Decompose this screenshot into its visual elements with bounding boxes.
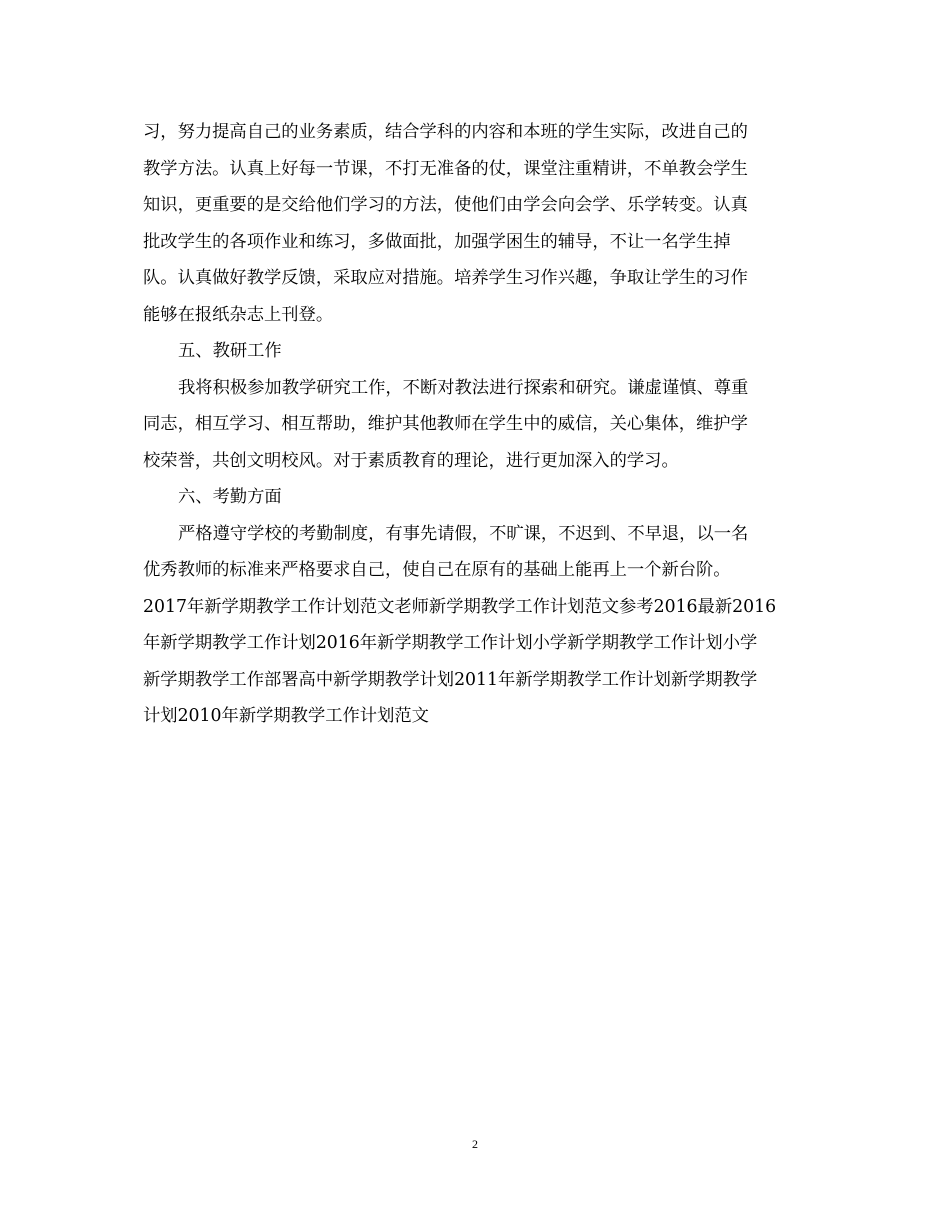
related-links-line: 新学期教学工作部署高中新学期教学计划2011年新学期教学工作计划新学期教学	[143, 669, 758, 690]
related-links-line: 2017年新学期教学工作计划范文老师新学期教学工作计划范文参考2016最新2016	[143, 596, 777, 617]
related-links-line: 年新学期教学工作计划2016年新学期教学工作计划小学新学期教学工作计划小学	[143, 633, 758, 653]
body-text-line: 同志，相互学习、相互帮助，维护其他教师在学生中的威信，关心集体，维护学	[143, 414, 748, 434]
body-text-line: 优秀教师的标准来严格要求自己，使自己在原有的基础上能再上一个新台阶。	[143, 560, 731, 580]
section-heading-attendance: 六、考勤方面	[178, 487, 282, 507]
related-links-line: 计划2010年新学期教学工作计划范文	[143, 706, 429, 726]
body-text-line: 习，努力提高自己的业务素质，结合学科的内容和本班的学生实际，改进自己的	[143, 122, 748, 142]
body-text-line: 严格遵守学校的考勤制度，有事先请假，不旷课，不迟到、不早退，以一名	[178, 523, 749, 544]
body-text-line: 批改学生的各项作业和练习，多做面批，加强学困生的辅导，不让一名学生掉	[143, 231, 731, 252]
body-text-line: 我将积极参加教学研究工作，不断对教法进行探索和研究。谦虚谨慎、尊重	[178, 377, 749, 398]
page-body	[143, 114, 811, 735]
body-text-line: 队。认真做好教学反馈，采取应对措施。培养学生习作兴趣，争取让学生的习作	[143, 268, 748, 288]
page-number: 2	[472, 1137, 478, 1151]
body-text-line: 教学方法。认真上好每一节课，不打无准备的仗，课堂注重精讲，不单教会学生	[143, 158, 748, 179]
section-heading-research: 五、教研工作	[178, 341, 282, 361]
body-text-line: 校荣誉，共创文明校风。对于素质教育的理论，进行更加深入的学习。	[143, 450, 679, 471]
body-text-line: 能够在报纸杂志上刊登。	[143, 304, 334, 325]
body-text-line: 知识，更重要的是交给他们学习的方法，使他们由学会向会学、乐学转变。认真	[143, 195, 748, 215]
